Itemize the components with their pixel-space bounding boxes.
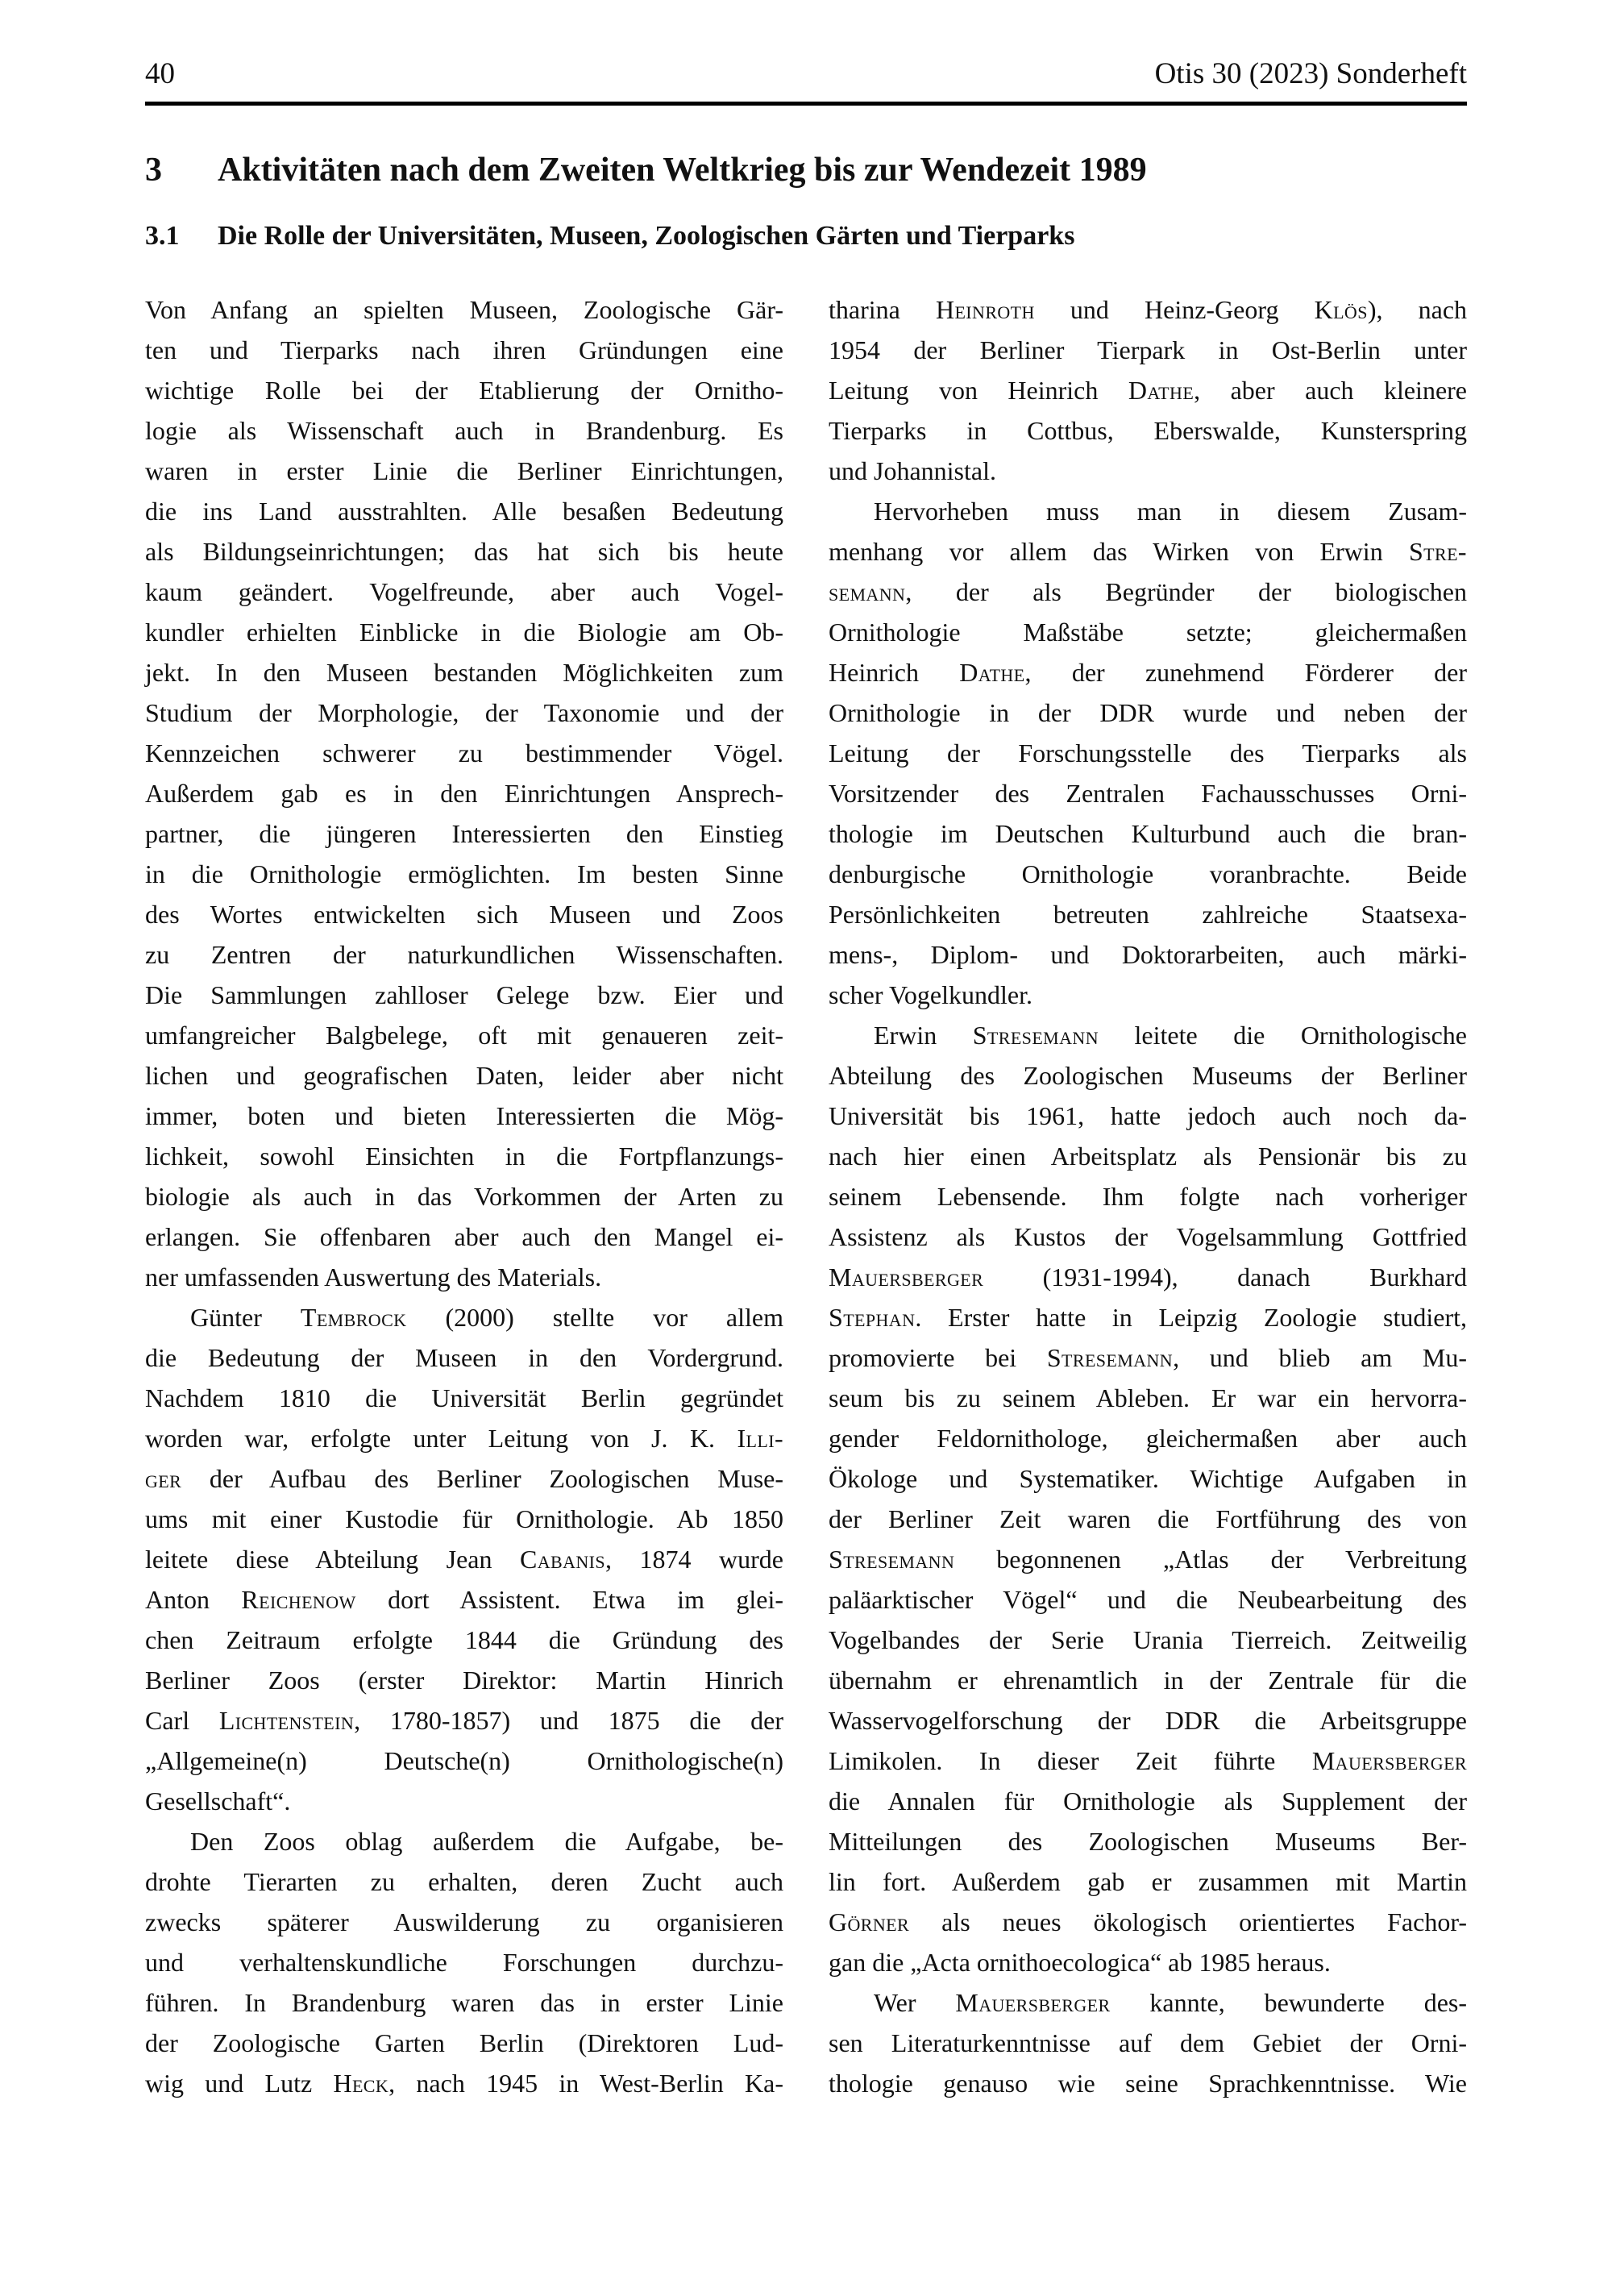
text-line: lin fort. Außerdem gab er zusammen mit Martin bbox=[829, 1867, 1467, 1896]
text-line: Heinrich Dathe, der zunehmend Förderer der bbox=[829, 658, 1467, 687]
text-line: des Wortes entwickelten sich Museen und Zoos bbox=[145, 900, 783, 929]
text-line: umfangreicher Balgbelege, oft mit genaueren zeit- bbox=[145, 1021, 783, 1050]
header-rule bbox=[145, 102, 1467, 106]
text-line: 1954 der Berliner Tierpark in Ost-Berlin unter bbox=[829, 335, 1467, 364]
subsection-number: 3.1 bbox=[145, 221, 180, 251]
section-number: 3 bbox=[145, 152, 162, 189]
text-line: mens-, Diplom- und Doktorarbeiten, auch märki- bbox=[829, 940, 1467, 969]
person-name-smallcaps: Stresemann bbox=[972, 1021, 1099, 1050]
text-line: der Zoologische Garten Berlin (Direktoren Lud- bbox=[145, 2028, 783, 2057]
text-line: kundler erhielten Einblicke in die Biologie am Ob- bbox=[145, 618, 783, 647]
text-line: ums mit einer Kustodie für Ornithologie. Ab 1850 bbox=[145, 1504, 783, 1533]
column-right bbox=[829, 289, 1467, 2103]
text-line: ten und Tierparks nach ihren Gründungen eine bbox=[145, 335, 783, 364]
text-line: immer, boten und bieten Interessierten die Mög- bbox=[145, 1101, 783, 1130]
text-line: Wasservogelforschung der DDR die Arbeitsgruppe bbox=[829, 1706, 1467, 1735]
text-line: promovierte bei Stresemann, und blieb am Mu- bbox=[829, 1343, 1467, 1372]
text-line: Erwin Stresemann leitete die Ornithologische bbox=[874, 1021, 1468, 1050]
text-line: kaum geändert. Vogelfreunde, aber auch Vogel- bbox=[145, 577, 783, 606]
person-name-smallcaps: Dathe bbox=[959, 658, 1025, 687]
text-line: Außerdem gab es in den Einrichtungen Ansprech- bbox=[145, 779, 783, 808]
text-line: Universität bis 1961, hatte jedoch auch noch da- bbox=[829, 1101, 1467, 1130]
person-name-smallcaps: Mauersberger bbox=[955, 1988, 1111, 2017]
section-heading bbox=[145, 151, 1467, 189]
text-line: logie als Wissenschaft auch in Brandenburg. Es bbox=[145, 416, 783, 445]
text-line: Kennzeichen schwerer zu bestimmender Vögel. bbox=[145, 738, 783, 767]
text-line: ger der Aufbau des Berliner Zoologischen Muse- bbox=[145, 1464, 783, 1493]
person-name-smallcaps: Lichtenstein bbox=[218, 1706, 355, 1735]
person-name-smallcaps: Görner bbox=[829, 1907, 910, 1936]
text-line: Den Zoos oblag außerdem die Aufgabe, be- bbox=[190, 1827, 783, 1856]
text-line: ner umfassenden Auswertung des Materials. bbox=[145, 1262, 602, 1292]
text-line: chen Zeitraum erfolgte 1844 die Gründung des bbox=[145, 1625, 783, 1654]
person-name-smallcaps: Cabanis bbox=[520, 1545, 606, 1574]
text-line: Nachdem 1810 die Universität Berlin gegründet bbox=[145, 1383, 783, 1412]
text-line: partner, die jüngeren Interessierten den Einstieg bbox=[145, 819, 783, 848]
person-name-smallcaps: Heinroth bbox=[935, 295, 1035, 324]
text-line: Ökologe und Systematiker. Wichtige Aufgaben in bbox=[829, 1464, 1467, 1493]
person-name-smallcaps: Tembrock bbox=[300, 1303, 407, 1332]
text-line: zu Zentren der naturkundlichen Wissenschaften. bbox=[145, 940, 783, 969]
person-name-smallcaps: Mauersberger bbox=[829, 1262, 984, 1292]
paragraph bbox=[145, 289, 783, 1297]
text-line: Gesellschaft“. bbox=[145, 1786, 291, 1816]
person-name-smallcaps: Stresemann bbox=[829, 1545, 955, 1574]
text-line: nach hier einen Arbeitsplatz als Pensionär bis zu bbox=[829, 1142, 1467, 1171]
page-number: 40 bbox=[145, 57, 175, 90]
text-line: tharina Heinroth und Heinz-Georg Klös), nach bbox=[829, 295, 1468, 324]
text-line: Abteilung des Zoologischen Museums der Berliner bbox=[829, 1061, 1467, 1090]
text-line: Assistenz als Kustos der Vogelsammlung Gottfried bbox=[829, 1222, 1467, 1251]
text-line: wichtige Rolle bei der Etablierung der Ornitho- bbox=[145, 376, 783, 405]
text-line: Berliner Zoos (erster Direktor: Martin Hinrich bbox=[145, 1666, 783, 1695]
text-line: Hervorheben muss man in diesem Zusam- bbox=[874, 497, 1467, 526]
text-line: Stephan. Erster hatte in Leipzig Zoologie studiert, bbox=[829, 1303, 1467, 1332]
text-line: gender Feldornithologe, gleichermaßen aber auch bbox=[829, 1424, 1467, 1453]
text-line: und Johannistal. bbox=[829, 456, 996, 485]
paragraph bbox=[829, 1982, 1467, 2103]
text-line: Ornithologie in der DDR wurde und neben der bbox=[829, 698, 1467, 727]
text-line: Vorsitzender des Zentralen Fachausschusses Orni- bbox=[829, 779, 1467, 808]
person-name-smallcaps: Illi- bbox=[737, 1424, 783, 1453]
journal-title: Otis 30 (2023) Sonderheft bbox=[1154, 57, 1467, 90]
person-name-smallcaps: semann bbox=[829, 577, 906, 606]
person-name-smallcaps: Stephan bbox=[829, 1303, 916, 1332]
paragraph bbox=[829, 289, 1467, 491]
running-header bbox=[145, 56, 1467, 92]
text-line: lichkeit, sowohl Einsichten in die Fortpflanzungs- bbox=[145, 1142, 783, 1171]
person-name-smallcaps: Klös bbox=[1314, 295, 1368, 324]
text-line: und verhaltenskundliche Forschungen durchzu- bbox=[145, 1948, 783, 1977]
subsection-title: Die Rolle der Universitäten, Museen, Zoologischen Gärten und Tierparks bbox=[218, 221, 1075, 251]
text-line: Die Sammlungen zahlloser Gelege bzw. Eier und bbox=[145, 980, 783, 1009]
text-line: Mauersberger (1931-1994), danach Burkhard bbox=[829, 1262, 1467, 1292]
text-line: semann, der als Begründer der biologischen bbox=[829, 577, 1467, 606]
text-line: Von Anfang an spielten Museen, Zoologische Gär- bbox=[145, 295, 783, 324]
text-line: drohte Tierarten zu erhalten, deren Zucht auch bbox=[145, 1867, 783, 1896]
text-line: Stresemann begonnenen „Atlas der Verbreitung bbox=[829, 1545, 1467, 1574]
text-line: Görner als neues ökologisch orientiertes Fachor- bbox=[829, 1907, 1467, 1936]
text-line: Tierparks in Cottbus, Eberswalde, Kunsterspring bbox=[829, 416, 1467, 445]
paragraph bbox=[145, 1821, 783, 2103]
text-line: Leitung von Heinrich Dathe, aber auch kleinere bbox=[829, 376, 1468, 405]
text-line: thologie genauso wie seine Sprachkenntnisse. Wie bbox=[829, 2069, 1467, 2098]
text-line: erlangen. Sie offenbaren aber auch den Mangel ei- bbox=[145, 1222, 783, 1251]
text-line: paläarktischer Vögel“ und die Neubearbeitung des bbox=[829, 1585, 1467, 1614]
text-line: waren in erster Linie die Berliner Einrichtungen, bbox=[145, 456, 783, 485]
paragraph bbox=[829, 1015, 1467, 1982]
text-line: die ins Land ausstrahlten. Alle besaßen Bedeutung bbox=[145, 497, 783, 526]
text-line: denburgische Ornithologie voranbrachte. Beide bbox=[829, 859, 1467, 888]
text-line: Carl Lichtenstein, 1780-1857) und 1875 die der bbox=[145, 1706, 783, 1735]
text-line: Studium der Morphologie, der Taxonomie und der bbox=[145, 698, 783, 727]
text-line: menhang vor allem das Wirken von Erwin Stre- bbox=[829, 537, 1467, 566]
text-line: gan die „Acta ornithoecologica“ ab 1985 heraus. bbox=[829, 1948, 1331, 1977]
person-name-smallcaps: Stresemann bbox=[1046, 1343, 1174, 1372]
text-line: Ornithologie Maßstäbe setzte; gleichermaßen bbox=[829, 618, 1467, 647]
text-line: worden war, erfolgte unter Leitung von J. K. Illi- bbox=[145, 1424, 783, 1453]
text-line: Günter Tembrock (2000) stellte vor allem bbox=[190, 1303, 784, 1332]
text-line: Anton Reichenow dort Assistent. Etwa im glei- bbox=[145, 1585, 784, 1614]
text-columns bbox=[145, 289, 1467, 2103]
text-line: Mitteilungen des Zoologischen Museums Ber- bbox=[829, 1827, 1467, 1856]
text-line: „Allgemeine(n) Deutsche(n) Ornithologische(n) bbox=[145, 1746, 783, 1775]
person-name-smallcaps: Dathe bbox=[1128, 376, 1194, 405]
column-left bbox=[145, 289, 783, 2103]
text-line: scher Vogelkundler. bbox=[829, 980, 1032, 1009]
person-name-smallcaps: Reichenow bbox=[241, 1585, 356, 1614]
paragraph bbox=[145, 1297, 783, 1821]
text-line: die Annalen für Ornithologie als Supplement der bbox=[829, 1786, 1467, 1816]
text-line: leitete diese Abteilung Jean Cabanis, 1874 wurde bbox=[145, 1545, 784, 1574]
text-line: in die Ornithologie ermöglichten. Im besten Sinne bbox=[145, 859, 783, 888]
text-line: führen. In Brandenburg waren das in erster Linie bbox=[145, 1988, 783, 2017]
text-line: zwecks späterer Auswilderung zu organisieren bbox=[145, 1907, 783, 1936]
text-line: seum bis zu seinem Ableben. Er war ein hervorra- bbox=[829, 1383, 1467, 1412]
text-line: biologie als auch in das Vorkommen der Arten zu bbox=[145, 1182, 783, 1211]
text-line: als Bildungseinrichtungen; das hat sich bis heute bbox=[145, 537, 783, 566]
text-line: Limikolen. In dieser Zeit führte Mauersberger bbox=[829, 1746, 1467, 1775]
text-line: die Bedeutung der Museen in den Vordergrund. bbox=[145, 1343, 783, 1372]
text-line: wig und Lutz Heck, nach 1945 in West-Berlin Ka- bbox=[145, 2069, 783, 2098]
text-line: der Berliner Zeit waren die Fortführung des von bbox=[829, 1504, 1467, 1533]
text-line: seinem Lebensende. Ihm folgte nach vorheriger bbox=[829, 1182, 1467, 1211]
person-name-smallcaps: ger bbox=[145, 1464, 182, 1493]
person-name-smallcaps: Heck bbox=[333, 2069, 389, 2098]
text-line: Vogelbandes der Serie Urania Tierreich. Zeitweilig bbox=[829, 1625, 1467, 1654]
person-name-smallcaps: Stre- bbox=[1408, 537, 1467, 566]
text-line: sen Literaturkenntnisse auf dem Gebiet der Orni- bbox=[829, 2028, 1467, 2057]
subsection-heading bbox=[145, 220, 1467, 252]
section-title: Aktivitäten nach dem Zweiten Weltkrieg bis zur Wendezeit 1989 bbox=[218, 152, 1147, 189]
text-line: Wer Mauersberger kannte, bewunderte des- bbox=[874, 1988, 1468, 2017]
text-line: übernahm er ehrenamtlich in der Zentrale für die bbox=[829, 1666, 1467, 1695]
text-line: thologie im Deutschen Kulturbund auch die bran- bbox=[829, 819, 1467, 848]
paragraph bbox=[829, 491, 1467, 1015]
text-line: lichen und geografischen Daten, leider aber nicht bbox=[145, 1061, 783, 1090]
text-line: jekt. In den Museen bestanden Möglichkeiten zum bbox=[145, 658, 783, 687]
text-line: Leitung der Forschungsstelle des Tierparks als bbox=[829, 738, 1467, 767]
text-line: Persönlichkeiten betreuten zahlreiche Staatsexa- bbox=[829, 900, 1467, 929]
person-name-smallcaps: Mauersberger bbox=[1311, 1746, 1467, 1775]
